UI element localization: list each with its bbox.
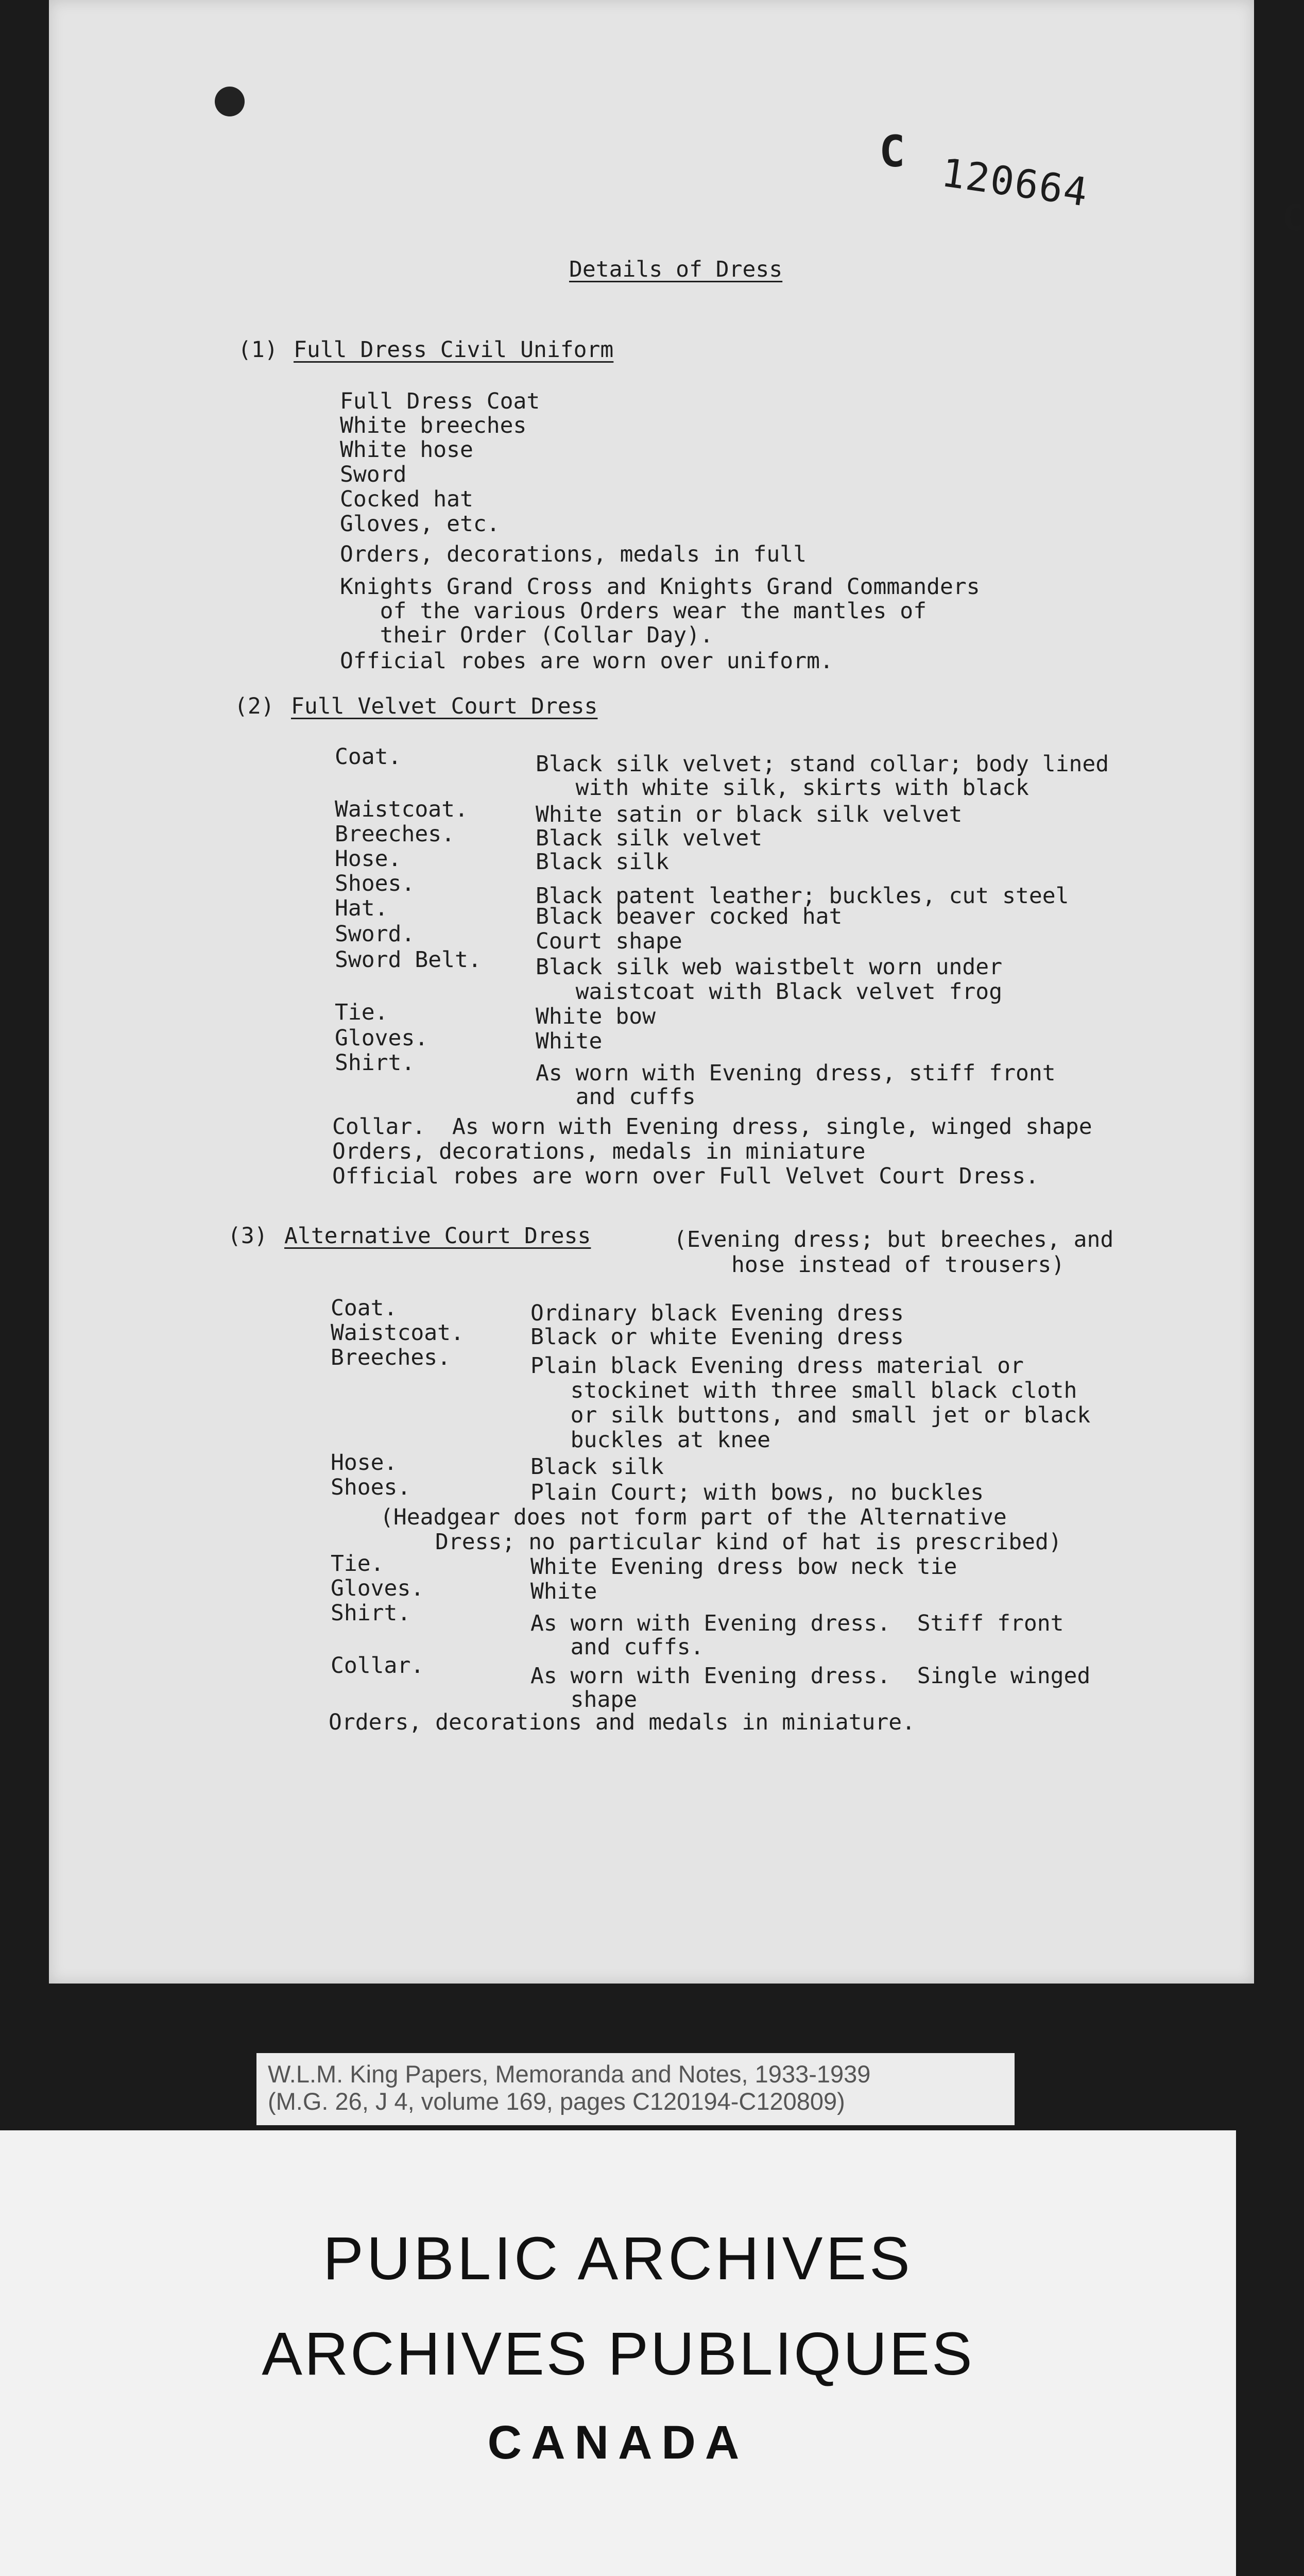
item-value-cont: and cuffs (536, 1084, 696, 1110)
document-number: 120664 (938, 149, 1091, 216)
item-label: Gloves. (331, 1575, 424, 1601)
item-label: Shirt. (335, 1050, 415, 1076)
headgear-note: (Headgear does not form part of the Alternative (380, 1504, 1007, 1530)
section-1-line: Full Dress Coat (340, 388, 540, 414)
item-label: Sword Belt. (335, 947, 482, 973)
item-label: Collar. (331, 1653, 424, 1679)
item-value: Black beaver cocked hat (536, 904, 843, 929)
archive-card-line-2: ARCHIVES PUBLIQUES (262, 2320, 974, 2388)
caption-line: (M.G. 26, J 4, volume 169, pages C120194-C120809) (268, 2088, 845, 2115)
item-label: Hose. (331, 1450, 398, 1476)
section-3-heading-note-cont: hose instead of trousers) (731, 1252, 1065, 1278)
item-value: Black silk (530, 1454, 664, 1480)
section-1-line: Official robes are worn over uniform. (340, 648, 833, 674)
stamp-c: C (879, 126, 905, 177)
item-value: As worn with Evening dress. Stiff front (530, 1611, 1064, 1636)
item-value: Plain black Evening dress material or (530, 1353, 1024, 1379)
item-value: White bow (536, 1004, 656, 1029)
section-2-closing: Orders, decorations, medals in miniature (332, 1139, 866, 1164)
item-value-cont: waistcoat with Black velvet frog (536, 979, 1003, 1005)
section-1-line: Sword (340, 462, 407, 487)
section-3-closing: Orders, decorations and medals in miniature. (329, 1709, 916, 1735)
item-label: Gloves. (335, 1025, 428, 1051)
item-label: Breeches. (331, 1345, 451, 1370)
item-label: Hose. (335, 846, 402, 872)
section-2-number: (2) (234, 693, 274, 719)
section-1-line: Orders, decorations, medals in full (340, 541, 807, 567)
item-label: Shoes. (335, 871, 415, 896)
item-value-cont: with white silk, skirts with black (536, 775, 1029, 801)
item-value-cont: or silk buttons, and small jet or black (530, 1402, 1091, 1428)
section-1-line: of the various Orders wear the mantles of (340, 598, 927, 624)
item-value: Ordinary black Evening dress (530, 1300, 904, 1326)
item-value: Plain Court; with bows, no buckles (530, 1480, 984, 1505)
item-value: As worn with Evening dress, stiff front (536, 1060, 1056, 1086)
caption-line: W.L.M. King Papers, Memoranda and Notes, 1933-1939 (268, 2060, 871, 2088)
item-label: Breeches. (335, 821, 455, 847)
item-label: Waistcoat. (335, 796, 468, 822)
item-label: Tie. (335, 999, 388, 1025)
section-2-closing: Official robes are worn over Full Velvet Court Dress. (332, 1163, 1039, 1189)
item-label: Shoes. (331, 1475, 411, 1500)
archive-caption (256, 2053, 1015, 2125)
section-2-heading: Full Velvet Court Dress (291, 693, 598, 719)
punch-hole-mark (215, 87, 245, 116)
section-3-number: (3) (228, 1223, 268, 1249)
section-1-line: their Order (Collar Day). (340, 622, 713, 648)
item-value: White (536, 1028, 603, 1054)
item-value: Black patent leather; buckles, cut steel (536, 883, 1069, 909)
item-value: Black silk web waistbelt worn under (536, 954, 1003, 980)
item-value: White (530, 1579, 597, 1604)
archive-card (0, 2130, 1236, 2576)
item-value-cont: buckles at knee (530, 1427, 770, 1453)
section-3-heading-note: (Evening dress; but breeches, and (674, 1227, 1114, 1252)
item-value: Court shape (536, 928, 682, 954)
archive-card-line-1: PUBLIC ARCHIVES (323, 2225, 913, 2293)
section-1-line: Knights Grand Cross and Knights Grand Commanders (340, 574, 980, 600)
section-3-heading: Alternative Court Dress (284, 1223, 591, 1249)
section-2-closing: Collar. As worn with Evening dress, single, winged shape (332, 1114, 1092, 1140)
item-label: Sword. (335, 921, 415, 947)
item-label: Coat. (331, 1295, 398, 1321)
item-value: Black silk velvet; stand collar; body lined (536, 751, 1109, 777)
section-1-line: Cocked hat (340, 486, 473, 512)
item-label: Tie. (331, 1551, 384, 1577)
item-value: As worn with Evening dress. Single winged (530, 1663, 1091, 1689)
headgear-note: Dress; no particular kind of hat is prescribed) (435, 1529, 1062, 1555)
document-title: Details of Dress (569, 257, 783, 282)
item-label: Waistcoat. (331, 1320, 464, 1346)
item-value: White Evening dress bow neck tie (530, 1554, 957, 1580)
section-1-line: Gloves, etc. (340, 511, 500, 537)
item-value-cont: stockinet with three small black cloth (530, 1378, 1077, 1403)
section-1-line: White hose (340, 437, 473, 463)
section-1-line: White breeches (340, 413, 527, 438)
item-value: Black or white Evening dress (530, 1324, 904, 1350)
archive-card-line-3: CANADA (487, 2416, 749, 2469)
item-label: Shirt. (331, 1600, 411, 1626)
item-value: Black silk (536, 849, 669, 875)
item-value: White satin or black silk velvet (536, 802, 963, 827)
section-1-number: (1) (238, 337, 278, 363)
item-label: Coat. (335, 744, 402, 770)
edge-mark: C (1282, 197, 1304, 239)
section-1-heading: Full Dress Civil Uniform (294, 337, 614, 363)
item-label: Hat. (335, 895, 388, 921)
item-value-cont: and cuffs. (530, 1634, 704, 1660)
item-value: Black silk velvet (536, 825, 763, 851)
item-value-cont: shape (530, 1687, 638, 1713)
